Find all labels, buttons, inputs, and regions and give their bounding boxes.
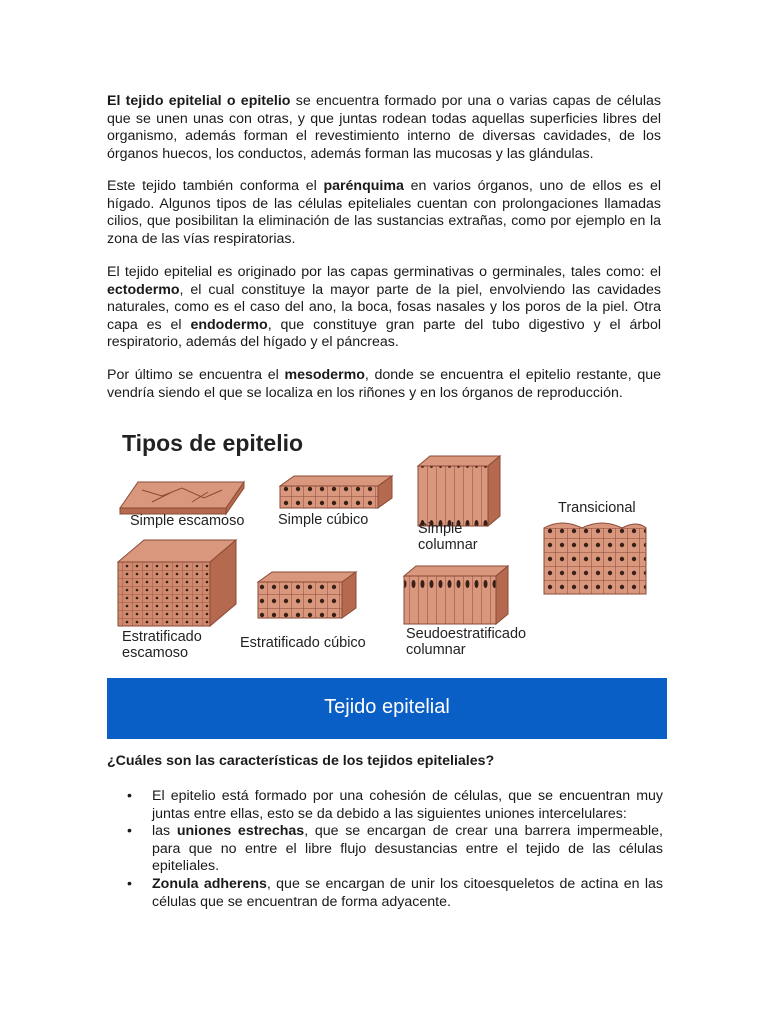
label-estratificado-escamoso-2: escamoso <box>122 645 189 661</box>
list-item-text: , que se encargan de crear una barrera impermeable, para que no entre el libre flujo desustancias entre el tejido de las células epiteliales. <box>152 823 663 875</box>
label-simple-cubico: Simple cúbico <box>278 512 369 528</box>
epithelium-types-figure <box>112 426 658 666</box>
stratified-cuboidal-illustration <box>258 572 356 618</box>
bold-term: endodermo <box>190 316 268 333</box>
list-item <box>107 788 663 823</box>
paragraph-text: El tejido epitelial es originado por las capas germinativas o germinales, tales como: el <box>107 264 661 280</box>
simple-squamous-illustration <box>120 482 244 514</box>
section-question: ¿Cuáles son las características de los tejidos epiteliales? <box>107 753 495 769</box>
paragraph-text: se encuentra formado por una o varias capas de células que se unen unas con otras, y que juntas rodean todas aquellas superficies libres del organismo, además forman el revestimiento interno de diversas cavidades, de los órganos huecos, los conductos, además forman las mucosas y las glándulas. <box>107 93 661 162</box>
label-transicional: Transicional <box>558 500 636 516</box>
paragraph-text: , el cual constituye la mayor parte de la piel, envolviendo las cavidades naturales, como es el caso del ano, la boca, fosas nasales y los poros de la piel. Otra capa es el <box>107 281 661 333</box>
label-seudoestratificado-1: Seudoestratificado <box>406 626 527 642</box>
characteristics-list <box>107 788 663 911</box>
bullet-glyph: • <box>127 788 132 804</box>
label-simple-escamoso: Simple escamoso <box>130 513 245 529</box>
paragraph-intro <box>107 93 661 163</box>
label-estratificado-cubico: Estratificado cúbico <box>240 635 366 651</box>
list-item-text: las <box>152 823 177 840</box>
bold-term: parénquima <box>323 178 404 194</box>
paragraph-mesodermo <box>107 367 661 402</box>
bullet-glyph: • <box>127 823 132 840</box>
bullet-glyph: • <box>127 875 132 892</box>
paragraph-text: en varios órganos, uno de ellos es el hígado. Algunos tipos de las células epiteliales cuentan con prolongaciones llamadas cilios, que posibilitan la eliminación de las sustancias extrañas, como por ejemplo en la zona de las vías respiratorias. <box>107 178 661 247</box>
bold-term: uniones estrechas <box>176 823 305 840</box>
paragraph-capas-germinativas <box>107 264 661 352</box>
label-simple-columnar-2: columnar <box>418 537 478 553</box>
list-item-text: El epitelio está formado por una cohesión de células, que se encuentran muy juntas entre ellas, esto se da debido a las siguientes uniones intercelulares: <box>152 788 663 822</box>
transitional-illustration <box>544 523 646 594</box>
bold-term: mesodermo <box>284 367 365 383</box>
label-seudoestratificado-2: columnar <box>406 642 466 658</box>
simple-cuboidal-illustration <box>280 476 392 508</box>
paragraph-text: Por último se encuentra el <box>107 367 285 383</box>
list-item-text: , que se encargan de unir los citoesqueletos de actina en las células que se encuentran de forma adyacente. <box>152 875 663 910</box>
bold-term: Zonula adherens <box>152 875 267 892</box>
paragraph-text: , donde se encuentra el epitelio restante, que vendría siendo el que se localiza en los riñones y en los órganos de reproducción. <box>107 367 661 401</box>
figure-title: Tipos de epitelio <box>122 430 304 456</box>
paragraph-text: , que constituye gran parte del tubo digestivo y el árbol respiratorio, además del hígado y el páncreas. <box>107 316 661 351</box>
list-item <box>107 823 663 876</box>
bold-term: El tejido epitelial o epitelio <box>107 93 291 109</box>
paragraph-text: Este tejido también conforma el <box>107 178 324 194</box>
label-estratificado-escamoso-1: Estratificado <box>122 629 202 645</box>
stratified-squamous-illustration <box>118 540 236 626</box>
simple-columnar-illustration <box>418 456 500 526</box>
label-simple-columnar-1: Simple <box>418 521 463 537</box>
list-item <box>107 876 663 911</box>
pseudostratified-columnar-illustration <box>404 566 508 624</box>
section-banner <box>107 678 667 739</box>
banner-title: Tejido epitelial <box>324 696 450 718</box>
bold-term: ectodermo <box>107 281 180 298</box>
paragraph-parenquima <box>107 178 661 248</box>
